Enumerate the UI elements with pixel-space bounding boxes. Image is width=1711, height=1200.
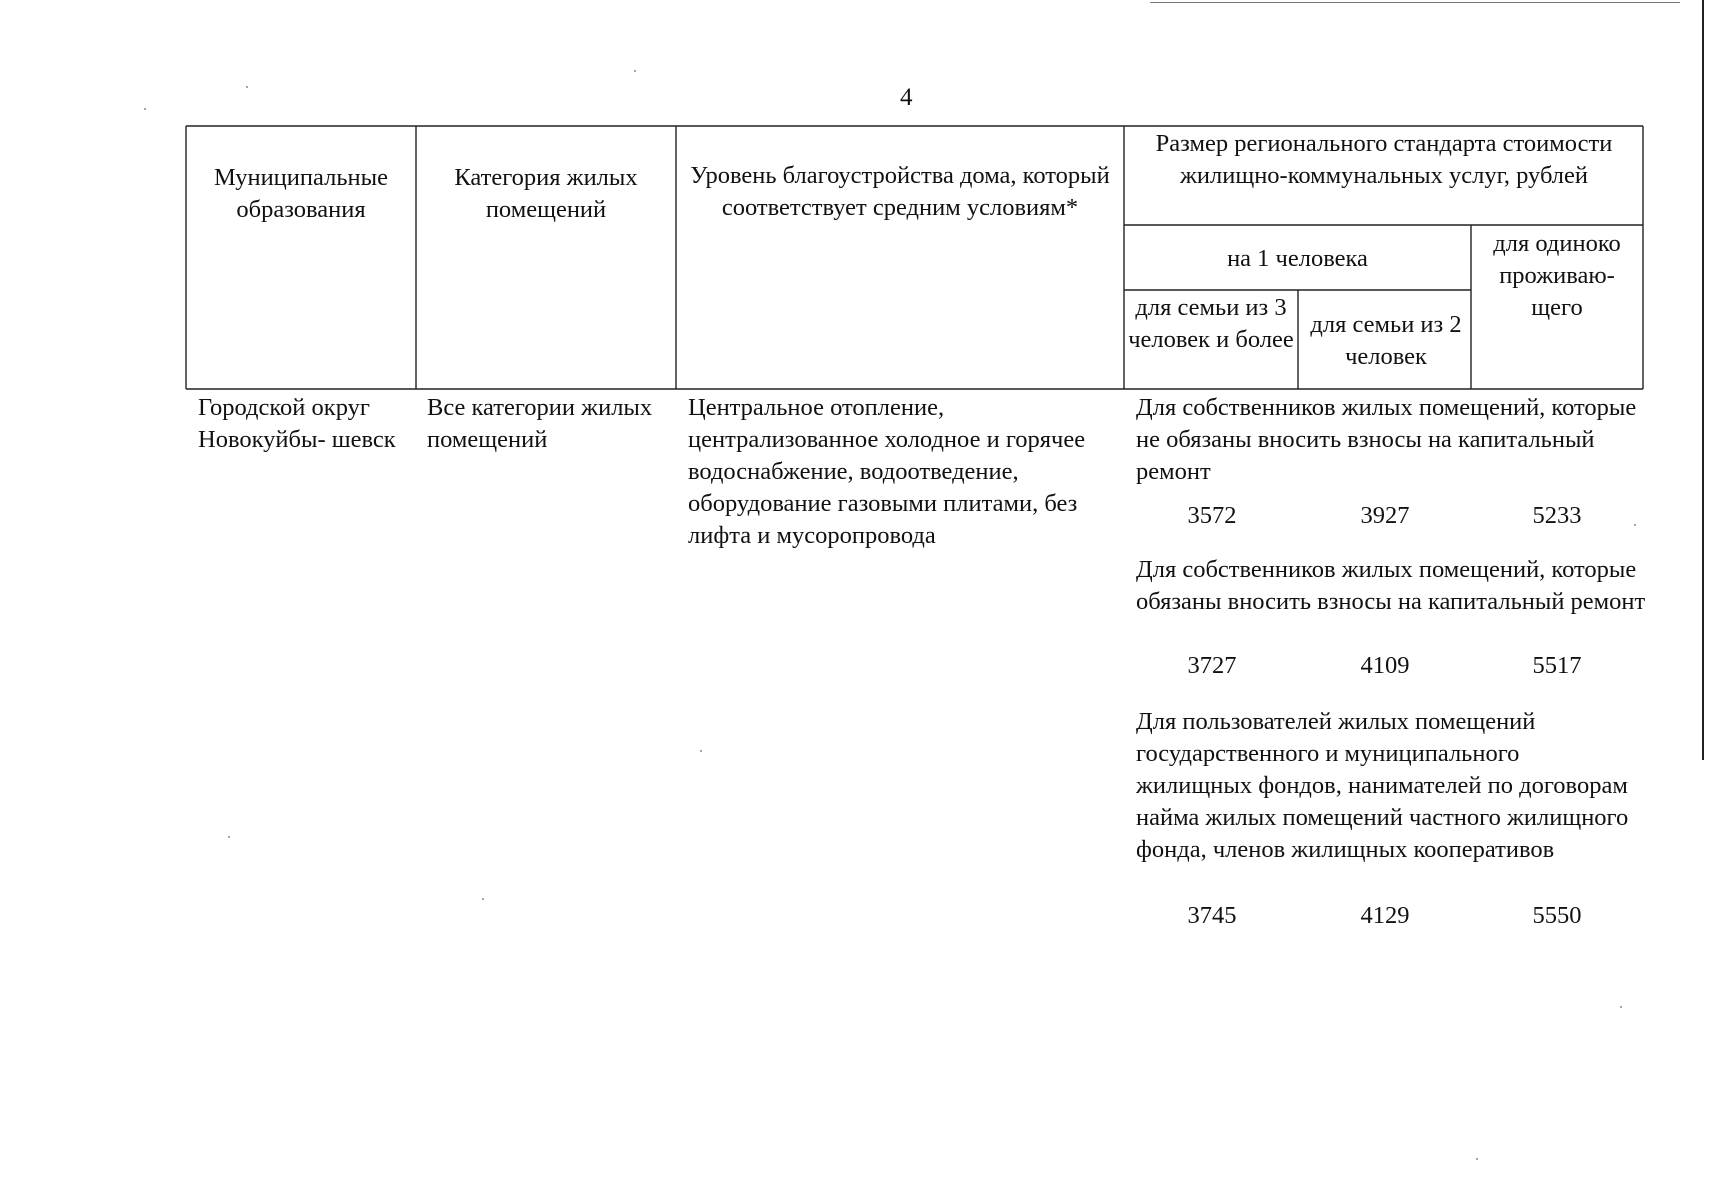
header-municipality: Муниципальные образования	[214, 164, 388, 223]
header-category: Категория жилых помещений	[454, 164, 638, 223]
scan-speck	[1476, 1158, 1478, 1160]
header-level: Уровень благоустройства дома, который соответствует средним условиям*	[690, 162, 1110, 221]
header-family-2: для семьи из 2 человек	[1310, 311, 1462, 370]
header-standard: Размер регионального стандарта стоимости жилищно-коммунальных услуг, рублей	[1155, 130, 1613, 189]
scan-speck	[1634, 524, 1636, 526]
group-label: Для собственников жилых помещений, которые обязаны вносить взносы на капитальный ремонт	[1136, 556, 1646, 615]
cell-level: Центральное отопление, централизованное холодное и горячее водоснабжение, водоотведение, оборудование газовыми плитами, без лифта и мусоропровода	[688, 394, 1086, 549]
scan-speck	[634, 70, 636, 72]
value-family-3: 3745	[1187, 902, 1237, 929]
value-single: 5550	[1532, 902, 1582, 929]
scan-speck	[228, 836, 230, 838]
scan-speck	[700, 750, 702, 752]
scan-speck	[482, 898, 484, 900]
scan-speck	[144, 108, 146, 110]
value-family-3: 3572	[1187, 502, 1237, 529]
value-family-2: 4109	[1360, 652, 1410, 679]
cell-municipality: Городской округ Новокуйбы- шевск	[198, 394, 396, 453]
scan-speck	[246, 86, 248, 88]
group-label: Для собственников жилых помещений, которые не обязаны вносить взносы на капитальный ремонт	[1136, 394, 1637, 485]
scan-edge-line	[1150, 2, 1680, 3]
group-label: Для пользователей жилых помещений государственного и муниципального жилищных фондов, нанимателей по договорам найма жилых помещений частного жилищного фонда, членов жилищных кооперативов	[1136, 708, 1629, 863]
header-per-person: на 1 человека	[1227, 245, 1368, 272]
cell-category: Все категории жилых помещений	[427, 394, 653, 453]
page-number: 4	[900, 84, 913, 111]
scan-edge-line	[1702, 0, 1704, 760]
header-single: для одиноко проживаю- щего	[1493, 230, 1621, 321]
value-family-3: 3727	[1187, 652, 1237, 679]
value-family-2: 4129	[1360, 902, 1410, 929]
header-family-3: для семьи из 3 человек и более	[1128, 294, 1294, 353]
value-single: 5517	[1532, 652, 1582, 679]
value-family-2: 3927	[1360, 502, 1410, 529]
scan-speck	[1620, 1006, 1622, 1008]
value-single: 5233	[1532, 502, 1582, 529]
